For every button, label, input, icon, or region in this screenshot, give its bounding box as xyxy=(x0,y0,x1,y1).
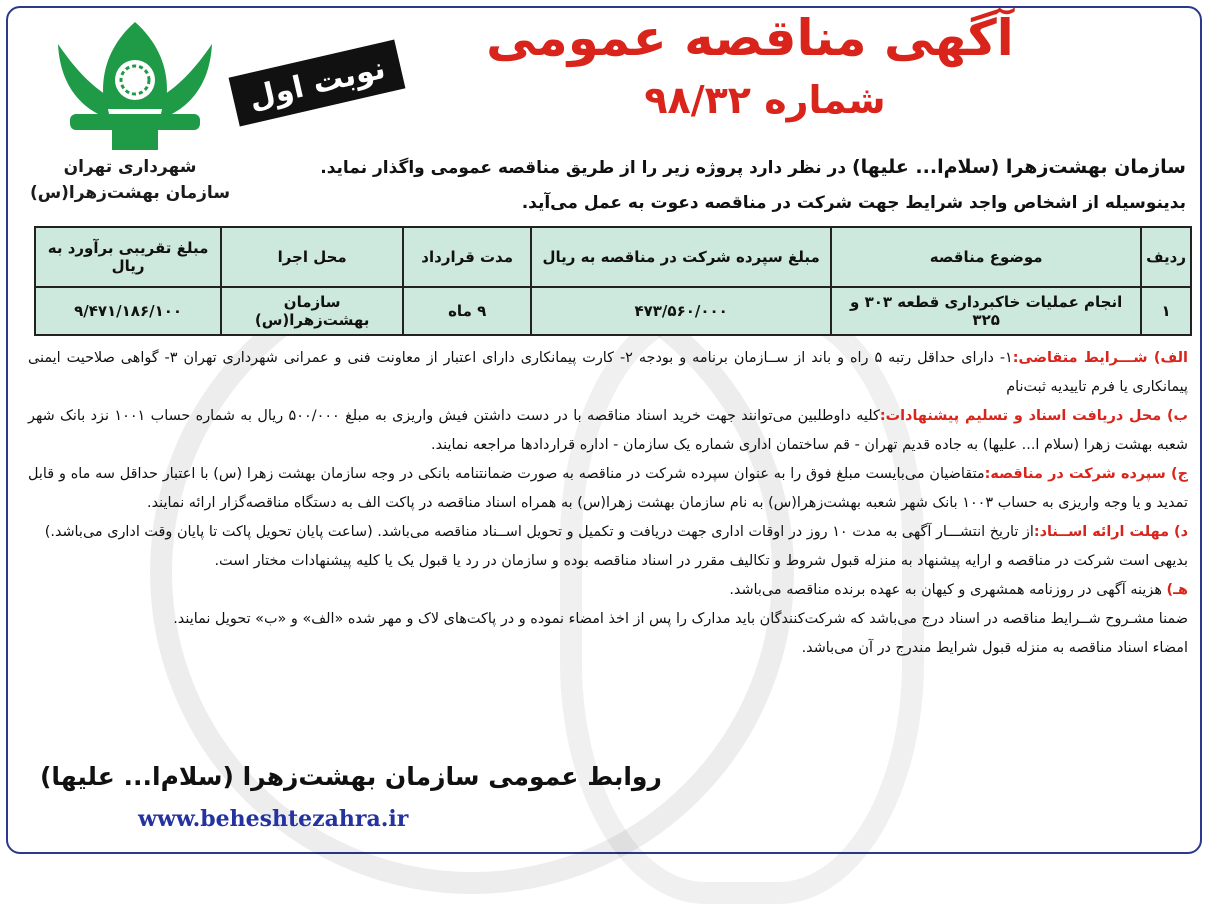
municipality-emblem-icon xyxy=(50,14,220,154)
section-c-label: ج) سپرده شرکت در مناقصه: xyxy=(984,466,1188,482)
section-d xyxy=(28,518,1188,547)
intro-org: سازمان بهشت‌زهرا (سلام‌ا... علیها) xyxy=(851,156,1186,178)
section-c-text: متقاضیان می‌بایست مبلغ فوق را به عنوان سپرده شرکت در مناقصه به صورت ضمانتنامه بانکی در وجه سازمان بهشت زهرا (س) با اعتبار حداقل سه ماه و قابل تمدید و یا وجه واریزی به حساب ۱۰۰۳ بانک شهر شعبه بهشت‌زهرا(س) به نام سازمان بهشت زهرا(س) به همراه اسناد مناقصه در پاکت الف به دستگاه مناقصه‌گزار ارائه نمایند. xyxy=(28,466,1188,511)
cell-subject: انجام عملیات خاکبرداری قطعه ۳۰۳ و ۳۲۵ xyxy=(831,287,1141,335)
cell-estimate: ۹/۴۷۱/۱۸۶/۱۰۰ xyxy=(35,287,221,335)
cell-row-no: ۱ xyxy=(1141,287,1191,335)
note-3: امضاء اسناد مناقصه به منزله قبول شرایط مندرج در آن می‌باشد. xyxy=(801,640,1188,656)
section-b xyxy=(28,402,1188,460)
section-e-text: هزینه آگهی در روزنامه همشهری و کیهان به عهده برنده مناقصه می‌باشد. xyxy=(729,582,1167,598)
intro-line-2: بدینوسیله از اشخاص واجد شرایط جهت شرکت در مناقصه دعوت به عمل می‌آید. xyxy=(521,193,1186,213)
website-link[interactable]: www.beheshtezahra.ir xyxy=(138,806,409,832)
intro-line-1 xyxy=(286,150,1186,185)
header-duration: مدت قرارداد xyxy=(403,227,531,287)
header-estimate: مبلغ تقریبی برآورد به ریال xyxy=(35,227,221,287)
header-location: محل اجرا xyxy=(221,227,403,287)
header-deposit: مبلغ سپرده شرکت در مناقصه به ریال xyxy=(531,227,831,287)
notice-body xyxy=(28,344,1188,663)
public-relations-signature: روابط عمومی سازمان بهشت‌زهرا (سلام‌ا... علیها) xyxy=(40,762,662,791)
section-e xyxy=(28,576,1188,605)
section-a-label: الف) شـــرایط متقاضی: xyxy=(1012,350,1188,366)
section-a xyxy=(28,344,1188,402)
table-row xyxy=(35,287,1191,335)
intro-line-1-rest: در نظر دارد پروژه زیر را از طریق مناقصه عمومی واگذار نماید. xyxy=(320,158,852,178)
table-header-row xyxy=(35,227,1191,287)
notice-title: آگهی مناقصه عمومی xyxy=(486,9,1014,67)
note-1: بدیهی است شرکت در مناقصه و ارایه پیشنهاد به منزله قبول شروط و تکالیف مقرر در اسناد مناقصه بوده و سازمان در رد یا قبول یک یا کلیه پیشنهادات مختار است. xyxy=(214,553,1188,569)
section-d-label: د) مهلت ارائه اســناد: xyxy=(1033,524,1188,540)
notice-number: شماره ۹۸/۳۲ xyxy=(644,78,886,122)
section-b-text: کلیه داوطلبین می‌توانند جهت خرید اسناد مناقصه با در دست داشتن فیش واریزی به مبلغ ۵۰۰/۰۰۰ ریال به شماره حساب ۱۰۰۱ نزد بانک شهر شعبه بهشت زهرا (سلام ا... علیها) به جاده قدیم تهران - قم ساختمان اداری شماره یک سازمان - اداره قراردادها مراجعه نمایند. xyxy=(28,408,1188,453)
header-subject: موضوع مناقصه xyxy=(831,227,1141,287)
org-line-2: سازمان بهشت‌زهرا(س) xyxy=(29,183,231,203)
first-round-badge: نوبت اول xyxy=(229,40,406,127)
org-line-1: شهرداری تهران xyxy=(63,157,197,177)
section-a-text: ۱- دارای حداقل رتبه ۵ راه و باند از ســازمان برنامه و بودجه ۲- کارت پیمانکاری دارای اعتبار از معاونت فنی و عمرانی شهرداری تهران ۳- گواهی صلاحیت ایمنی پیمانکاری یا فرم تاییدیه ثبت‌نام xyxy=(28,350,1188,395)
organization-name xyxy=(20,154,240,206)
cell-duration: ۹ ماه xyxy=(403,287,531,335)
note-2: ضمنا مشـروح شــرایط مناقصه در اسناد درج می‌باشد که شرکت‌کنندگان باید مدارک را پس از اخذ امضاء نموده و در پاکت‌های لاک و مهر شده «الف» و «ب» تحویل نمایند. xyxy=(173,611,1188,627)
cell-deposit: ۴۷۳/۵۶۰/۰۰۰ xyxy=(531,287,831,335)
section-d-text: از تاریخ انتشـــار آگهی به مدت ۱۰ روز در اوقات اداری جهت دریافت و تکمیل و تحویل اســناد مناقصه می‌باشد. (ساعت پایان تحویل پاکت تا پایان وقت اداری می‌باشد.) xyxy=(44,524,1034,540)
tender-table xyxy=(34,226,1192,336)
section-c xyxy=(28,460,1188,518)
section-b-label: ب) محل دریافت اسناد و تسلیم پیشنهادات: xyxy=(879,408,1189,424)
cell-location: سازمان بهشت‌زهرا(س) xyxy=(221,287,403,335)
header-row-no: ردیف xyxy=(1141,227,1191,287)
section-e-label: هـ) xyxy=(1166,582,1188,598)
